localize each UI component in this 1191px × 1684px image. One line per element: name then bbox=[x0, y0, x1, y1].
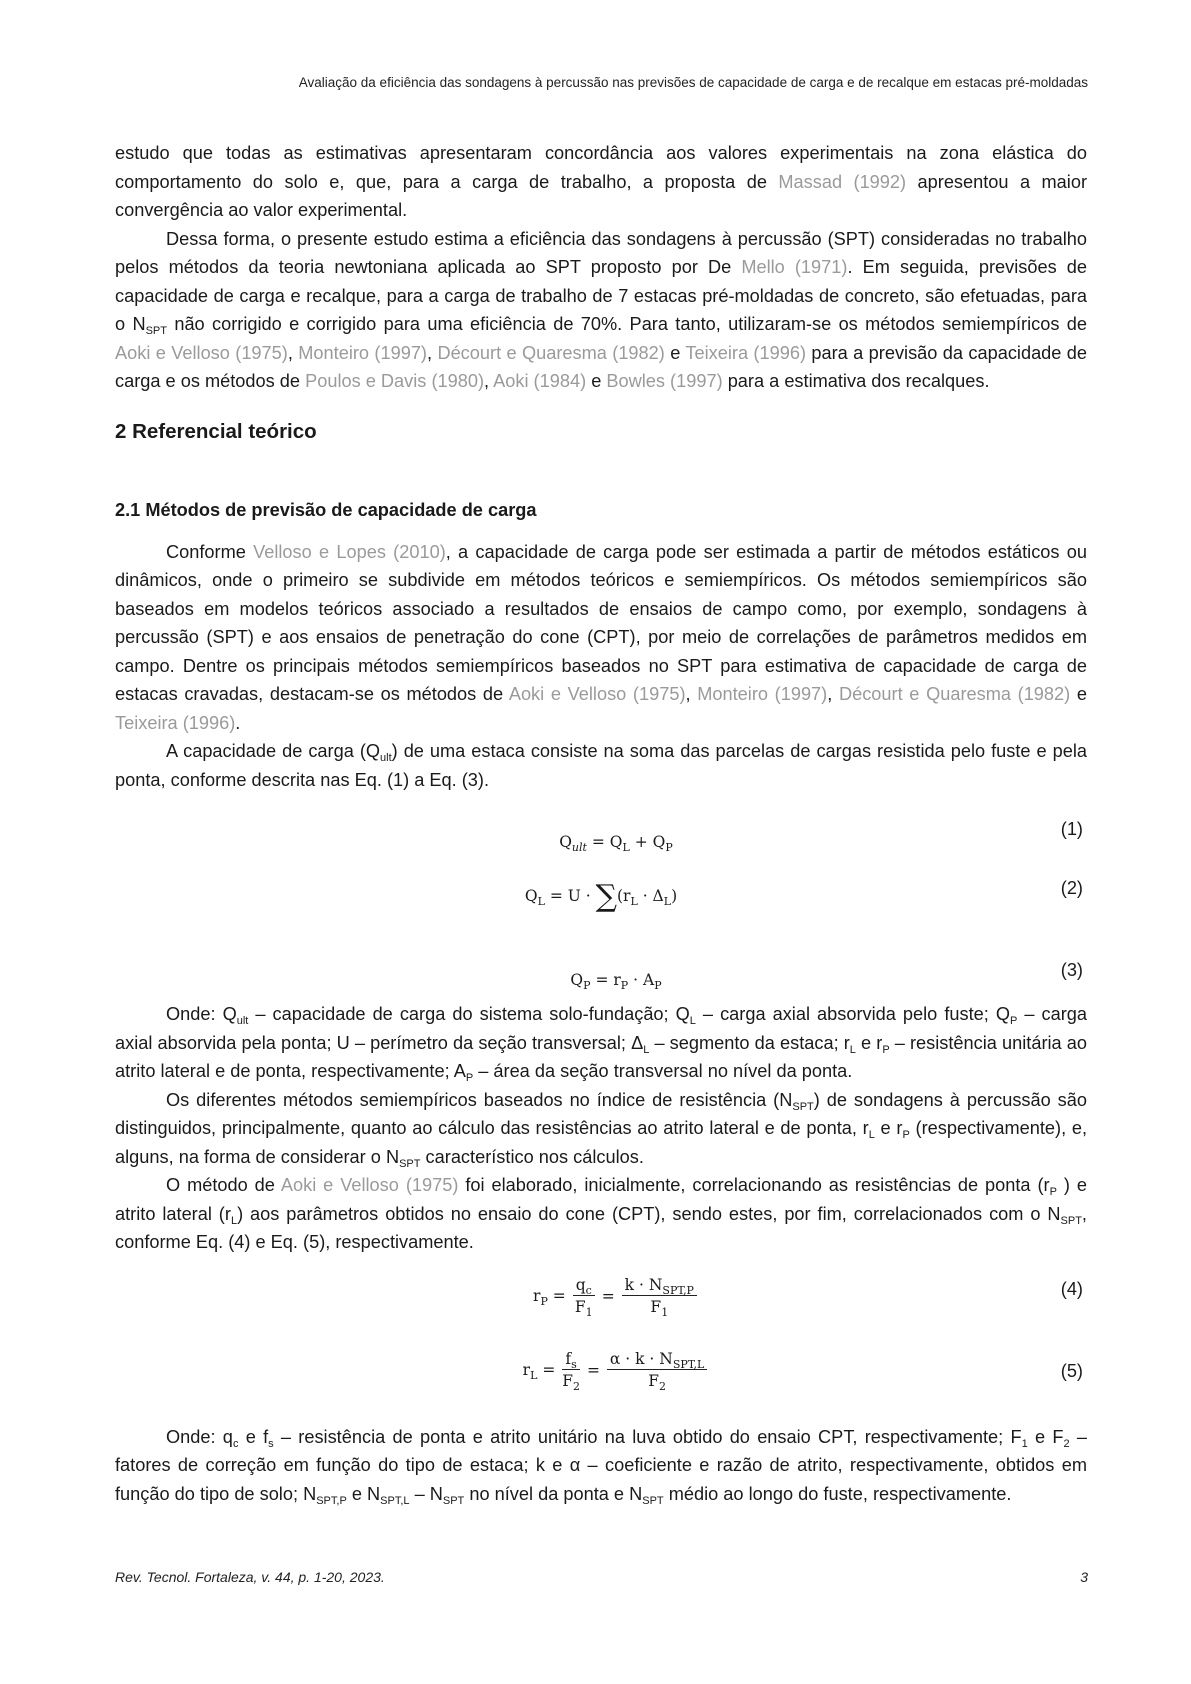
equation-body: $Q_L = U \cdot \sum(r_L \cdot \Delta_L)$ bbox=[524, 879, 678, 914]
citation-link[interactable]: Monteiro (1997) bbox=[697, 684, 828, 704]
text: . Em seguida, previsões de capacidade de carga e recalque, para a carga de trabalho de 7 estacas pré-moldadas de concreto, são efetuadas, para o N bbox=[115, 257, 1087, 334]
equation-number: (2) bbox=[1060, 878, 1083, 898]
equation-body: $r_L$ = $\frac{f_s}{F_2}$ = $\frac{\alpha \cdot k \cdot N_{SPT,L}}{F_2}$ bbox=[115, 1349, 1087, 1392]
equation-4 bbox=[115, 1269, 1087, 1341]
citation-link[interactable]: Teixeira (1996) bbox=[115, 712, 236, 733]
text: , bbox=[427, 342, 438, 363]
citation-link[interactable]: Monteiro (1997) bbox=[298, 342, 427, 363]
text: , a capacidade de carga pode ser estimada a partir de métodos estáticos ou dinâmicos, onde o primeiro se subdivide em métodos teóricos e semiempíricos. Os métodos semiempíricos são baseados em modelos teóricos associado a resultados de ensaios de campo como, por exemplo, sondagens à percussão (SPT) e aos ensaios de penetração do cone (CPT), por meio de correlações de parâmetros medidos em campo. Dentre os principais métodos semiempíricos baseados no SPT para estimativa de capacidade de carga de estacas cravadas, destacam-se os métodos de bbox=[115, 541, 1087, 704]
text: apresentou a maior convergência ao valor experimental. bbox=[115, 171, 1088, 220]
citation-link[interactable]: Velloso e Lopes (2010) bbox=[253, 541, 446, 562]
citation-link[interactable]: Mello (1971) bbox=[741, 257, 848, 277]
text: , bbox=[287, 342, 299, 363]
text: e bbox=[1070, 684, 1087, 704]
paragraph-intro-end bbox=[115, 139, 1087, 225]
text: estudo que todas as estimativas apresentaram concordância aos valores experimentais na zona elástica do comportamento do solo e, que, para a carga de trabalho, a proposta de bbox=[115, 143, 1087, 192]
paragraph-objective bbox=[115, 225, 1087, 396]
paragraph-capacity bbox=[115, 737, 1087, 794]
text: para a previsão da capacidade de carga e os métodos de bbox=[115, 342, 1088, 391]
equation-body: $Q_P = r_P \cdot A_P$ bbox=[570, 971, 662, 992]
text: , bbox=[827, 684, 839, 704]
text: e bbox=[586, 371, 607, 391]
equation-number: (3) bbox=[1060, 960, 1083, 980]
citation-link[interactable]: Massad (1992) bbox=[778, 171, 907, 192]
text: , bbox=[484, 371, 494, 391]
paragraph-semiempirical: Os diferentes métodos semiempíricos baseados no índice de resistência $(N_{SPT})$ de sondagens à percussão são distinguidos, principalmente, quanto ao cálculo das resistências ao atrito lateral e de ponta, $r_L$ e $r_P$ (respectivamente), e, alguns, na forma de considerar o $N_{SPT}$ característico nos cálculos. bbox=[115, 1089, 1087, 1170]
text: . bbox=[235, 712, 241, 733]
page-body bbox=[115, 139, 1087, 1508]
equation-5 bbox=[115, 1343, 1087, 1415]
citation-link[interactable]: Poulos e Davis (1980) bbox=[305, 371, 485, 391]
text: para a estimativa dos recalques. bbox=[722, 371, 990, 391]
text: , bbox=[685, 684, 698, 704]
citation-link[interactable]: Aoki e Velloso (1975) bbox=[115, 342, 288, 363]
equation-number: (5) bbox=[1060, 1360, 1083, 1381]
subsection-heading: 2.1 Métodos de previsão de capacidade de carga bbox=[115, 499, 537, 520]
subscript: SPT bbox=[145, 325, 167, 337]
paragraph-methods bbox=[115, 538, 1087, 738]
equation-body: $Q_{ult} = Q_L + Q_P$ bbox=[559, 833, 673, 854]
citation-link[interactable]: Décourt e Quaresma (1982) bbox=[437, 342, 665, 363]
citation-link[interactable]: Aoki (1984) bbox=[493, 371, 587, 391]
citation-link[interactable]: Aoki e Velloso (1975) bbox=[508, 684, 686, 704]
text: ) de uma estaca consiste na soma das parcelas de cargas resistida pelo fuste e pela ponta, conforme descrita nas Eq. (1) a Eq. (3). bbox=[115, 741, 1087, 790]
citation-link[interactable]: Aoki e Velloso (1975) bbox=[280, 1175, 459, 1195]
paragraph-where-2: Onde: $q_c$ e $f_s$ – resistência de ponta e atrito unitário na luva obtido do ensaio CPT, respectivamente; $F_1$ e $F_2$ – fatores de correção em função do tipo de estaca; k e α – coeficiente e razão de atrito, respectivamente, obtidos em função do tipo de solo; $N_{SPT,P}$ e $N_{SPT,L} - N_{SPT}$ no nível da ponta e $N_{SPT}$ médio ao longo do fuste, respectivamente. bbox=[115, 1426, 1088, 1507]
text: e bbox=[664, 342, 686, 363]
page-number: 3 bbox=[1080, 1569, 1088, 1585]
paragraph-where-1: Onde: $Q_{ult}$ – capacidade de carga do sistema solo-fundação; $Q_L$ – carga axial absorvida pelo fuste; $Q_P$ – carga axial absorvida pela ponta; U – perímetro da seção transversal; $\Delta_L$ – segmento da estaca; $r_L$ e $r_P$ – resistência unitária ao atrito lateral e de ponta, respectivamente; $A_P$ – área da seção transversal no nível da ponta. bbox=[115, 1004, 1087, 1084]
paragraph-aoki-velloso: O método de Aoki e Velloso (1975) foi elaborado, inicialmente, correlacionando as resistências de ponta ($r_P$ ) e atrito lateral $(r_L)$ aos parâmetros obtidos no ensaio do cone (CPT), sendo estes, por fim, correlacionados com o $N_{SPT}$, conforme Eq. (4) e Eq. (5), respectivamente. bbox=[115, 1175, 1088, 1252]
text: Conforme bbox=[166, 541, 254, 562]
equation-2 bbox=[115, 870, 1087, 936]
running-header: Avaliação da eficiência das sondagens à percussão nas previsões de capacidade de carga e de recalque em estacas pré-moldadas bbox=[298, 75, 1088, 90]
text: Dessa forma, o presente estudo estima a eficiência das sondagens à percussão (SPT) consideradas no trabalho pelos métodos da teoria newtoniana aplicada ao SPT proposto por De bbox=[115, 228, 1087, 277]
text: não corrigido e corrigido para uma eficiência de 70%. Para tanto, utilizaram-se os métodos semiempíricos de bbox=[167, 314, 1087, 334]
equation-number: (4) bbox=[1060, 1278, 1083, 1299]
equation-number: (1) bbox=[1060, 819, 1083, 839]
equation-body: $r_P$ = $\frac{q_c}{F_1}$ = $\frac{k \cdot N_{SPT,P}}{F_1}$ bbox=[115, 1275, 1087, 1318]
citation-link[interactable]: Teixeira (1996) bbox=[685, 342, 807, 363]
text: A capacidade de carga (Q bbox=[166, 741, 381, 761]
citation-link[interactable]: Bowles (1997) bbox=[606, 371, 723, 391]
section-heading: 2 Referencial teórico bbox=[115, 419, 317, 443]
equation-1 bbox=[115, 808, 1087, 866]
equation-3 bbox=[115, 938, 1087, 1000]
journal-citation: Rev. Tecnol. Fortaleza, v. 44, p. 1-20, 2023. bbox=[115, 1569, 385, 1585]
subscript: ult bbox=[380, 752, 392, 764]
citation-link[interactable]: Décourt e Quaresma (1982) bbox=[838, 684, 1071, 704]
